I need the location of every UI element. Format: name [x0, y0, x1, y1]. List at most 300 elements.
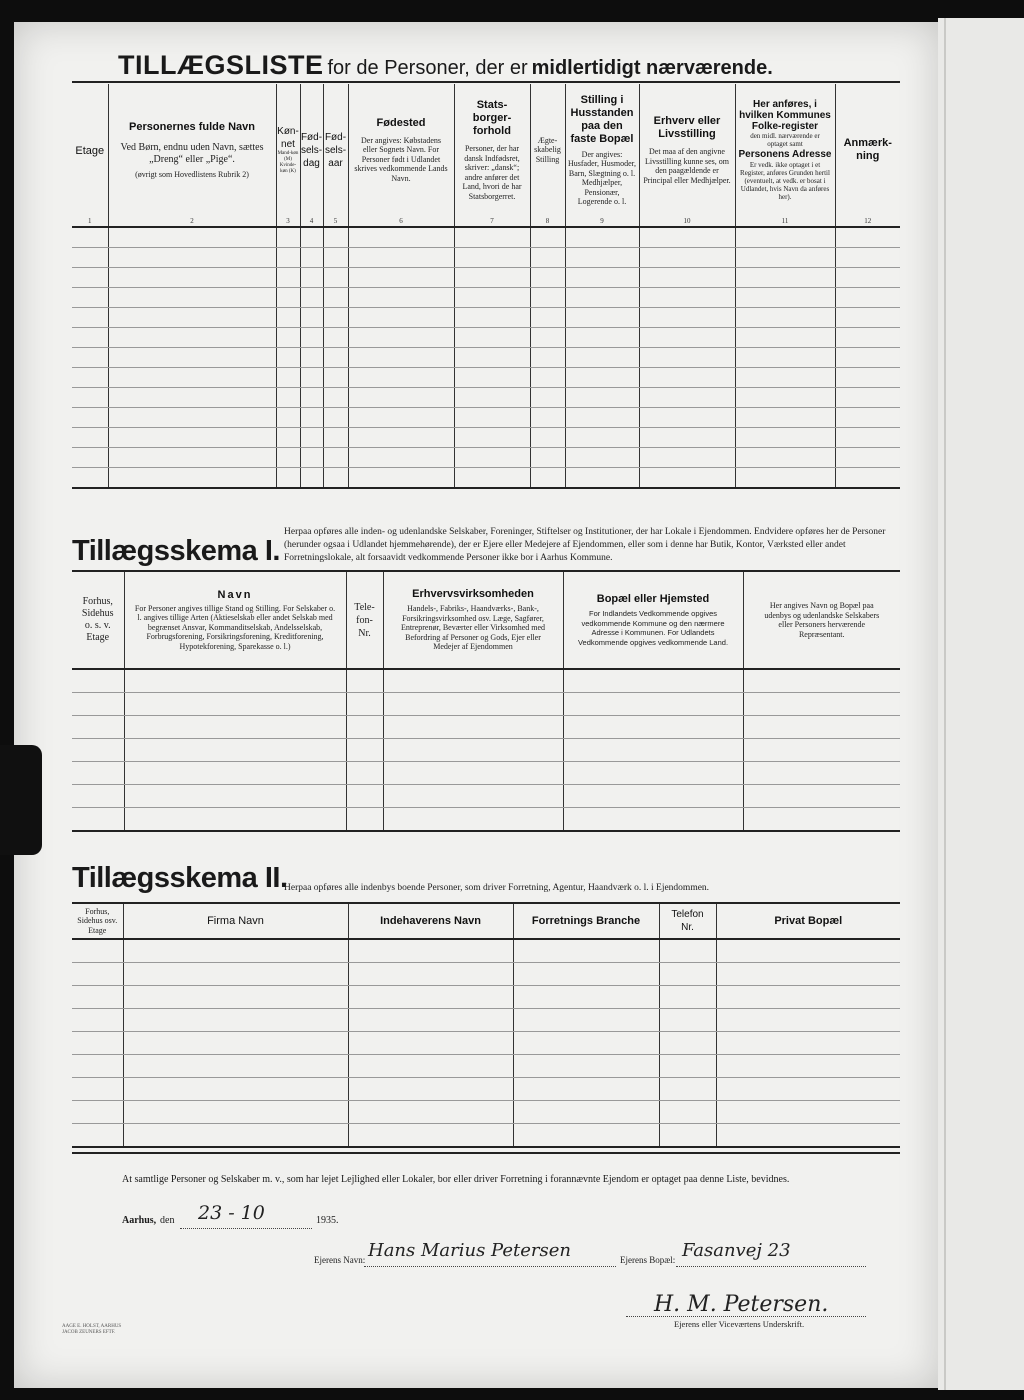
table-row: [72, 428, 900, 448]
skema1-bopael-header: Bopæl eller Hjemsted For Indlandets Vedkommende opgives vedkommende Kommune og den nærmere Adresse i Kommunen. For Udlandets Vedkommende opgives vedkommende Land.: [563, 571, 743, 669]
table-cell: [513, 986, 659, 1009]
table-cell: [716, 1009, 900, 1032]
table-cell: [513, 1078, 659, 1101]
colnum-5: 5: [323, 216, 348, 227]
table-cell: [563, 669, 743, 693]
table-cell: [735, 227, 835, 248]
col-statsborger-header: Stats-borger-forhold Personer, der har dansk Indfødsret, skriver: „dansk“; andre anfører det Land, hvori de har Statsborgerret.: [454, 84, 530, 216]
table-cell: [72, 1101, 123, 1124]
table-cell: [108, 328, 276, 348]
table-cell: [454, 468, 530, 489]
table-cell: [835, 288, 900, 308]
table-cell: [659, 939, 716, 963]
table-cell: [124, 716, 346, 739]
table-cell: [735, 328, 835, 348]
colnum-7: 7: [454, 216, 530, 227]
table-cell: [563, 808, 743, 832]
table-cell: [639, 288, 735, 308]
colnum-3: 3: [276, 216, 300, 227]
table-row: [72, 785, 900, 808]
table-cell: [735, 248, 835, 268]
table-cell: [659, 1055, 716, 1078]
table1-header-row: [72, 84, 900, 216]
table-cell: [276, 468, 300, 489]
table-row: [72, 963, 900, 986]
table-cell: [563, 693, 743, 716]
table-cell: [108, 348, 276, 368]
col-anmaerkning-header: Anmærk-ning: [843, 137, 892, 162]
owner-name-line: [364, 1266, 616, 1267]
date-handwritten: 23 - 10: [198, 1202, 265, 1224]
table-cell: [743, 739, 900, 762]
table-cell: [639, 468, 735, 489]
table-cell: [323, 268, 348, 288]
table-cell: [323, 428, 348, 448]
colnum-9: 9: [565, 216, 639, 227]
table-cell: [348, 1009, 513, 1032]
table-cell: [348, 308, 454, 328]
table-cell: [108, 408, 276, 428]
adjacent-page: [938, 18, 1024, 1390]
table-cell: [348, 448, 454, 468]
table-cell: [108, 428, 276, 448]
table-cell: [323, 448, 348, 468]
table-cell: [565, 428, 639, 448]
table-cell: [743, 808, 900, 832]
table-row: [72, 227, 900, 248]
table-cell: [454, 328, 530, 348]
table-cell: [454, 368, 530, 388]
table-cell: [735, 288, 835, 308]
table-cell: [108, 368, 276, 388]
table-row: [72, 1055, 900, 1078]
signature-label: Ejerens eller Viceværtens Underskrift.: [674, 1319, 805, 1329]
table-cell: [72, 1032, 123, 1055]
table-cell: [454, 408, 530, 428]
table-cell: [346, 669, 383, 693]
skema1-intro: Herpaa opføres alle inden- og udenlandske Selskaber, Foreninger, Stiftelser og Institutioner, der har Lokale i Ejendommen. Endvidere opføres her de Personer (herunder ogsaa i Udlandet hjemmehørende), der er Ejere eller Medejere af Ejendommen, eller som i denne har Butik, Kontor, Værksted eller andet Forretningslokale, alt forsaavidt vedkommende Personer ikke bor i Aarhus Kommune.: [284, 527, 886, 563]
skema1-navn-header: Navn For Personer angives tillige Stand og Stilling. For Selskaber o. l. angives tillige Arten (Aktieselskab eller andet Selskab med begrænset Ansvar, Kommanditselskab, Andelsselskab, Forbrugsforening, Forsikringsforening, Kreditforening, Hypotekforening, Sparekasse o. l.): [124, 571, 346, 669]
colnum-12: 12: [835, 216, 900, 227]
table-cell: [565, 288, 639, 308]
table-cell: [300, 308, 323, 328]
table-cell: [300, 348, 323, 368]
table-cell: [123, 1101, 348, 1124]
table-cell: [735, 448, 835, 468]
table-cell: [323, 227, 348, 248]
table-cell: [659, 1124, 716, 1148]
table-cell: [835, 348, 900, 368]
table-cell: [513, 1124, 659, 1148]
table-cell: [735, 368, 835, 388]
table-row: [72, 986, 900, 1009]
form-page: [14, 22, 938, 1388]
owner-address-line: [676, 1266, 866, 1267]
colnum-1: 1: [72, 216, 108, 227]
title-middle: for de Personer, der er: [327, 57, 528, 79]
table-cell: [348, 288, 454, 308]
table-cell: [123, 986, 348, 1009]
table-cell: [348, 1032, 513, 1055]
table-cell: [530, 308, 565, 328]
table-cell: [835, 468, 900, 489]
table-cell: [300, 227, 323, 248]
table-cell: [639, 448, 735, 468]
table-cell: [735, 468, 835, 489]
table-cell: [276, 408, 300, 428]
col-koen-header: Køn-net Mand-køn (M) Kvinde-køn (K): [276, 84, 300, 216]
table-cell: [72, 669, 124, 693]
table-cell: [300, 448, 323, 468]
table-cell: [124, 762, 346, 785]
table-cell: [276, 328, 300, 348]
table-cell: [716, 1101, 900, 1124]
skema2-body: [72, 939, 900, 1147]
table-cell: [835, 308, 900, 328]
table-cell: [108, 268, 276, 288]
col-aegteskabelig-header: Ægte-skabelig Stilling: [530, 84, 565, 216]
table-cell: [454, 428, 530, 448]
col-folkeregister-header: Her anføres, i hvilken Kommunes Folke-register den midl. nærværende er optaget samt Personens Adresse Er vedk. ikke optaget i et Register, anføres Grunden hertil (eventuelt, at vedk. er bosat i Udlandet, hvis Navn da anføres her).: [735, 84, 835, 216]
table-cell: [323, 408, 348, 428]
table-cell: [716, 1055, 900, 1078]
skema1-telefon-header: Tele-fon-Nr.: [346, 571, 383, 669]
table-cell: [563, 739, 743, 762]
table1-column-numbers: [72, 216, 900, 227]
table-cell: [716, 986, 900, 1009]
place-label: Aarhus,: [122, 1215, 157, 1226]
col-stilling-header: Stilling i Husstanden paa den faste Bopæl Der angives: Husfader, Husmoder, Barn, Slægtning o. l. Medhjælper, Pensionær, Logerende o. l.: [565, 84, 639, 216]
table-cell: [530, 428, 565, 448]
table-cell: [348, 1055, 513, 1078]
table-cell: [72, 248, 108, 268]
year-label: 1935.: [316, 1215, 339, 1226]
table-cell: [513, 1101, 659, 1124]
table-cell: [323, 388, 348, 408]
table-row: [72, 939, 900, 963]
table-cell: [716, 1078, 900, 1101]
table-row: [72, 739, 900, 762]
table-cell: [124, 808, 346, 832]
table-cell: [348, 468, 454, 489]
table-cell: [835, 448, 900, 468]
colnum-11: 11: [735, 216, 835, 227]
table-cell: [123, 1009, 348, 1032]
signature: H. M. Petersen.: [654, 1292, 829, 1317]
table-cell: [565, 368, 639, 388]
table-cell: [743, 785, 900, 808]
owner-name: Hans Marius Petersen: [368, 1240, 571, 1261]
table-cell: [735, 428, 835, 448]
table-row: [72, 448, 900, 468]
table-cell: [300, 328, 323, 348]
owner-address-label: Ejerens Bopæl:: [620, 1255, 676, 1265]
table-cell: [348, 268, 454, 288]
table-cell: [383, 693, 563, 716]
table-cell: [565, 227, 639, 248]
table-cell: [300, 468, 323, 489]
skema2-firma-header: Firma Navn: [123, 903, 348, 939]
col-etage-header: Etage: [72, 84, 108, 216]
table-cell: [276, 368, 300, 388]
table-row: [72, 1124, 900, 1148]
table-cell: [72, 785, 124, 808]
table-cell: [72, 939, 123, 963]
binder-clip: [0, 745, 42, 855]
table-cell: [513, 939, 659, 963]
table-cell: [735, 268, 835, 288]
table-cell: [123, 1124, 348, 1148]
table-cell: [383, 716, 563, 739]
table-cell: [383, 762, 563, 785]
title-rule: [72, 81, 900, 83]
table-cell: [530, 468, 565, 489]
table-cell: [530, 408, 565, 428]
table-cell: [565, 308, 639, 328]
title-end: midlertidigt nærværende.: [531, 57, 773, 79]
table-cell: [639, 268, 735, 288]
den-label: den: [160, 1215, 175, 1226]
table-cell: [735, 308, 835, 328]
table-cell: [716, 963, 900, 986]
table1-body: [72, 227, 900, 488]
table-cell: [530, 328, 565, 348]
table-cell: [72, 739, 124, 762]
table-cell: [454, 268, 530, 288]
table-cell: [323, 368, 348, 388]
table-cell: [348, 963, 513, 986]
tillaegsliste-table: [72, 84, 900, 489]
table-cell: [563, 716, 743, 739]
table-cell: [300, 388, 323, 408]
table-row: [72, 348, 900, 368]
table-cell: [835, 268, 900, 288]
table-cell: [835, 248, 900, 268]
table-cell: [639, 348, 735, 368]
table-row: [72, 288, 900, 308]
table-cell: [72, 227, 108, 248]
table-cell: [346, 785, 383, 808]
table-cell: [124, 693, 346, 716]
table-cell: [323, 348, 348, 368]
table-cell: [346, 808, 383, 832]
table-cell: [276, 227, 300, 248]
table-row: [72, 716, 900, 739]
skema2-telefon-header: Telefon Nr.: [659, 903, 716, 939]
table-row: [72, 408, 900, 428]
table-cell: [530, 227, 565, 248]
table-cell: [530, 448, 565, 468]
skema2-bopael-header: Privat Bopæl: [716, 903, 900, 939]
table-cell: [454, 227, 530, 248]
table-cell: [123, 939, 348, 963]
table-cell: [72, 1009, 123, 1032]
table-cell: [108, 308, 276, 328]
table-cell: [639, 227, 735, 248]
table-cell: [530, 348, 565, 368]
table-cell: [835, 388, 900, 408]
skema1-body: [72, 669, 900, 831]
table-cell: [124, 739, 346, 762]
table-cell: [530, 288, 565, 308]
table-cell: [735, 348, 835, 368]
table-cell: [639, 388, 735, 408]
table-cell: [300, 368, 323, 388]
table-cell: [108, 448, 276, 468]
table-cell: [565, 268, 639, 288]
table-cell: [348, 1101, 513, 1124]
table-cell: [72, 268, 108, 288]
table-row: [72, 1101, 900, 1124]
table-row: [72, 308, 900, 328]
table-cell: [72, 368, 108, 388]
table-cell: [300, 408, 323, 428]
col-erhverv-header: Erhverv eller Livsstilling Det maa af den angivne Livsstilling kunne ses, om den paagældende er Principal eller Medhjælper.: [639, 84, 735, 216]
main-title: [118, 50, 773, 81]
table-cell: [300, 428, 323, 448]
skema2-branche-header: Forretnings Branche: [513, 903, 659, 939]
table-cell: [123, 1055, 348, 1078]
table-cell: [124, 785, 346, 808]
table-cell: [565, 448, 639, 468]
table-cell: [565, 328, 639, 348]
table-row: [72, 762, 900, 785]
table-cell: [743, 669, 900, 693]
table-cell: [276, 388, 300, 408]
table-cell: [659, 1032, 716, 1055]
skema1-repraesentant-header: Her angives Navn og Bopæl paa udenbys og udenlandske Selskabers eller Personers herværende Repræsentant.: [743, 571, 900, 669]
table-cell: [276, 428, 300, 448]
table-cell: [735, 408, 835, 428]
table-cell: [743, 762, 900, 785]
table-cell: [716, 939, 900, 963]
table-cell: [123, 1078, 348, 1101]
table-cell: [108, 227, 276, 248]
skema1-table: [72, 570, 900, 832]
date-line: [180, 1228, 312, 1229]
table-cell: [565, 388, 639, 408]
table-cell: [454, 248, 530, 268]
table-cell: [348, 939, 513, 963]
table-cell: [530, 368, 565, 388]
table-cell: [639, 408, 735, 428]
table-cell: [639, 368, 735, 388]
table-cell: [123, 963, 348, 986]
table-cell: [276, 448, 300, 468]
table-cell: [346, 716, 383, 739]
table-cell: [72, 1055, 123, 1078]
table-cell: [323, 468, 348, 489]
table-cell: [513, 1055, 659, 1078]
table-cell: [835, 227, 900, 248]
table-cell: [835, 408, 900, 428]
skema2-title: Tillægsskema II.: [72, 862, 288, 894]
table-row: [72, 693, 900, 716]
table-cell: [346, 762, 383, 785]
table-cell: [659, 1101, 716, 1124]
table-cell: [383, 808, 563, 832]
table-cell: [530, 388, 565, 408]
table-cell: [323, 248, 348, 268]
table-cell: [108, 468, 276, 489]
col-foedested-header: Fødested Der angives: Købstadens eller Sognets Navn. For Personer født i Udlandet skrives vedkommende Lands Navn.: [348, 84, 454, 216]
table-cell: [300, 288, 323, 308]
colnum-10: 10: [639, 216, 735, 227]
table-cell: [108, 288, 276, 308]
table-cell: [276, 268, 300, 288]
table-cell: [659, 1009, 716, 1032]
table-cell: [72, 288, 108, 308]
table-cell: [530, 268, 565, 288]
skema1-title: Tillægsskema I.: [72, 535, 280, 567]
colnum-2: 2: [108, 216, 276, 227]
table-cell: [323, 308, 348, 328]
table-cell: [639, 308, 735, 328]
table-cell: [124, 669, 346, 693]
table-cell: [276, 308, 300, 328]
table-cell: [346, 739, 383, 762]
table-cell: [348, 986, 513, 1009]
table-cell: [835, 428, 900, 448]
table-cell: [348, 1078, 513, 1101]
table-row: [72, 1032, 900, 1055]
table-cell: [276, 248, 300, 268]
table-cell: [348, 227, 454, 248]
table-cell: [513, 963, 659, 986]
owner-name-label: Ejerens Navn:: [314, 1255, 366, 1265]
col-navn-header: Personernes fulde Navn Ved Børn, endnu uden Navn, sættes „Dreng“ eller „Pige“. (øvrigt som Hovedlistens Rubrik 2): [108, 84, 276, 216]
table-cell: [639, 328, 735, 348]
skema1-erhverv-header: Erhvervsvirksomheden Handels-, Fabriks-, Haandværks-, Bank-, Forsikringsvirksomhed osv. Læge, Sagfører, Entreprenør, Beværter eller Virksomhed med Befordring af Personer og Gods, Ejer eller Medejer af Ejendommen: [383, 571, 563, 669]
table-cell: [72, 808, 124, 832]
skema2-intro: Herpaa opføres alle indenbys boende Personer, som driver Forretning, Agentur, Haandværk o. l. i Ejendommen.: [284, 883, 710, 893]
skema2-etage-header: Forhus, Sidehus osv. Etage: [72, 903, 123, 939]
table-cell: [565, 408, 639, 428]
table-cell: [659, 963, 716, 986]
table-cell: [735, 388, 835, 408]
table-row: [72, 388, 900, 408]
table-cell: [835, 368, 900, 388]
table-row: [72, 1078, 900, 1101]
table-cell: [563, 762, 743, 785]
table-cell: [72, 308, 108, 328]
table-cell: [383, 739, 563, 762]
table-cell: [300, 268, 323, 288]
table-cell: [72, 762, 124, 785]
table-cell: [383, 785, 563, 808]
skema2-table: [72, 902, 900, 1148]
table-cell: [454, 288, 530, 308]
title-tillaegsliste: TILLÆGSLISTE: [118, 50, 324, 80]
table-cell: [72, 448, 108, 468]
table-cell: [348, 1124, 513, 1148]
table-cell: [72, 986, 123, 1009]
table-cell: [72, 963, 123, 986]
table-cell: [565, 248, 639, 268]
table-row: [72, 368, 900, 388]
table-cell: [348, 428, 454, 448]
table-cell: [348, 248, 454, 268]
table-cell: [454, 348, 530, 368]
table-cell: [743, 693, 900, 716]
table-cell: [348, 388, 454, 408]
table-cell: [276, 288, 300, 308]
table-cell: [72, 328, 108, 348]
table-cell: [108, 388, 276, 408]
table-cell: [835, 328, 900, 348]
table-cell: [659, 1078, 716, 1101]
table-cell: [513, 1009, 659, 1032]
